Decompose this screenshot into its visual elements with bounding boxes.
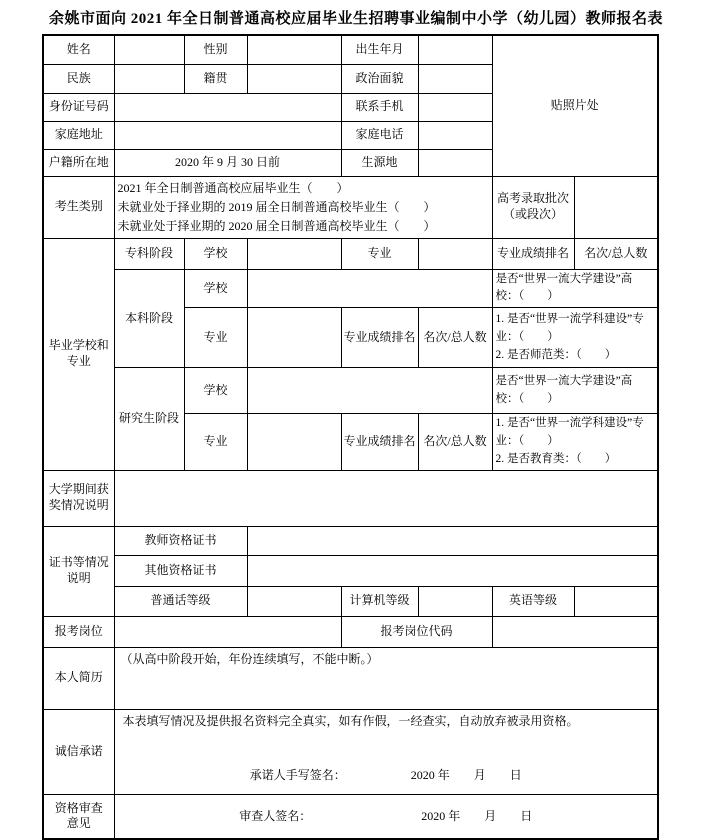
graduate-school-label: 学校 — [184, 368, 247, 414]
computer-level-label: 计算机等级 — [341, 586, 418, 616]
origin-place-label: 生源地 — [341, 149, 418, 176]
political-value-cell[interactable] — [418, 64, 492, 93]
native-place-label: 籍贯 — [184, 64, 247, 93]
bachelor-major-label: 专业 — [184, 308, 247, 368]
mobile-value-cell[interactable] — [418, 93, 492, 121]
integrity-statement: 本表填写情况及提供报名资料完全真实，如有作假，一经查实，自动放弃被录用资格。 — [122, 713, 579, 728]
row-resume — [43, 647, 658, 709]
gender-value-cell[interactable] — [247, 35, 341, 64]
college-school-label: 学校 — [184, 238, 247, 269]
graduate-school-note: 是否“世界一流大学建设”高校：（ ） — [492, 368, 658, 414]
political-label: 政治面貌 — [341, 64, 418, 93]
name-value-cell[interactable] — [114, 35, 184, 64]
ethnicity-label: 民族 — [43, 64, 114, 93]
integrity-label: 诚信承诺 — [43, 709, 114, 794]
graduate-major-label: 专业 — [184, 414, 247, 470]
review-sign-label: 审查人签名： — [239, 808, 312, 823]
category-option-2: 未就业处于择业期的 2019 届全日制普通高校毕业生（ ） — [117, 199, 436, 214]
mandarin-level-label: 普通话等级 — [114, 586, 247, 616]
origin-place-value-cell[interactable] — [418, 149, 492, 176]
id-number-value-cell[interactable] — [114, 93, 341, 121]
graduate-rank-label: 专业成绩排名 — [341, 414, 418, 470]
row-integrity — [43, 709, 658, 794]
row-college-stage — [43, 238, 658, 269]
review-label — [43, 794, 114, 839]
graduate-school-value-cell[interactable] — [247, 368, 492, 414]
row-awards — [43, 470, 658, 526]
college-school-value-cell[interactable] — [247, 238, 341, 269]
id-number-label: 身份证号码 — [43, 93, 114, 121]
birth-label: 出生年月 — [341, 35, 418, 64]
category-option-3: 未就业处于择业期的 2020 届全日制普通高校毕业生（ ） — [117, 218, 436, 233]
mandarin-level-value-cell[interactable] — [247, 586, 341, 616]
bachelor-major-note — [492, 308, 658, 368]
bachelor-school-note: 是否“世界一流大学建设”高校：（ ） — [492, 269, 658, 308]
college-stage-label: 专科阶段 — [114, 238, 184, 269]
review-label-line-2: 意见 — [66, 816, 91, 831]
bachelor-school-value-cell[interactable] — [247, 269, 492, 308]
graduate-major-value-cell[interactable] — [247, 414, 341, 470]
review-content-cell[interactable] — [114, 794, 658, 839]
row-bachelor-school — [43, 269, 658, 308]
graduate-rank-format-label: 名次/总人数 — [418, 414, 492, 470]
home-phone-value-cell[interactable] — [418, 121, 492, 149]
bachelor-major-value-cell[interactable] — [247, 308, 341, 368]
graduate-stage-label: 研究生阶段 — [114, 368, 184, 470]
bachelor-rank-format-label: 名次/总人数 — [418, 308, 492, 368]
native-place-value-cell[interactable] — [247, 64, 341, 93]
name-label: 姓名 — [43, 35, 114, 64]
college-major-value-cell[interactable] — [418, 238, 492, 269]
bachelor-school-label: 学校 — [184, 269, 247, 308]
bachelor-rank-label: 专业成绩排名 — [341, 308, 418, 368]
page-title: 余姚市面向 2021 年全日制普通高校应届毕业生招聘事业编制中小学（幼儿园）教师报名表 — [48, 11, 663, 27]
admission-batch-label: 高考录取批次（或段次） — [492, 176, 574, 238]
position-label: 报考岗位 — [43, 616, 114, 647]
resume-note: （从高中阶段开始，年份连续填写，不能中断。） — [120, 651, 379, 666]
row-teacher-cert — [43, 526, 658, 555]
application-form-table — [42, 34, 659, 840]
teacher-cert-value-cell[interactable] — [247, 526, 658, 555]
college-major-label: 专业 — [341, 238, 418, 269]
graduate-note-line-2: 2. 是否教育类：（ ） — [495, 452, 617, 465]
graduate-note-line-1: 1. 是否“世界一流学科建设”专业：（ ） — [495, 417, 644, 447]
awards-value-cell[interactable] — [114, 470, 658, 526]
computer-level-value-cell[interactable] — [418, 586, 492, 616]
row-other-cert — [43, 555, 658, 586]
other-cert-value-cell[interactable] — [247, 555, 658, 586]
college-rank-format-label: 名次/总人数 — [574, 238, 658, 269]
teacher-cert-label: 教师资格证书 — [114, 526, 247, 555]
other-cert-label: 其他资格证书 — [114, 555, 247, 586]
row-name-gender-birth — [43, 35, 658, 64]
education-section-label: 毕业学校和专业 — [43, 238, 114, 470]
college-rank-label: 专业成绩排名 — [492, 238, 574, 269]
position-value-cell[interactable] — [114, 616, 341, 647]
bachelor-note-line-1: 1. 是否“世界一流学科建设”专业：（ ） — [495, 312, 644, 343]
position-code-value-cell[interactable] — [492, 616, 658, 647]
household-label: 户籍所在地 — [43, 149, 114, 176]
bachelor-stage-label: 本科阶段 — [114, 269, 184, 368]
graduate-major-note — [492, 414, 658, 470]
position-code-label: 报考岗位代码 — [341, 616, 492, 647]
row-review — [43, 794, 658, 839]
mobile-label: 联系手机 — [341, 93, 418, 121]
integrity-content-cell[interactable] — [114, 709, 658, 794]
row-graduate-school — [43, 368, 658, 414]
resume-value-cell[interactable] — [114, 647, 658, 709]
ethnicity-value-cell[interactable] — [114, 64, 184, 93]
certificates-section-label: 证书等情况说明 — [43, 526, 114, 616]
row-levels — [43, 586, 658, 616]
english-level-value-cell[interactable] — [574, 586, 658, 616]
candidate-category-options[interactable] — [114, 176, 492, 238]
category-option-1: 2021 年全日制普通高校应届毕业生（ ） — [117, 180, 349, 195]
resume-label: 本人简历 — [43, 647, 114, 709]
candidate-category-label: 考生类别 — [43, 176, 114, 238]
row-position — [43, 616, 658, 647]
integrity-date-text: 2020 年 月 日 — [410, 767, 522, 782]
bachelor-note-line-2: 2. 是否师范类：（ ） — [495, 348, 617, 361]
photo-area: 贴照片处 — [492, 35, 658, 176]
home-address-label: 家庭地址 — [43, 121, 114, 149]
review-label-line-1: 资格审查 — [54, 800, 103, 815]
home-phone-label: 家庭电话 — [341, 121, 418, 149]
admission-batch-value-cell[interactable] — [574, 176, 658, 238]
household-deadline-value[interactable]: 2020 年 9 月 30 日前 — [114, 149, 341, 176]
awards-label: 大学期间获奖情况说明 — [43, 470, 114, 526]
home-address-value-cell[interactable] — [114, 121, 341, 149]
english-level-label: 英语等级 — [492, 586, 574, 616]
gender-label: 性别 — [184, 35, 247, 64]
row-candidate-category — [43, 176, 658, 238]
birth-value-cell[interactable] — [418, 35, 492, 64]
integrity-sign-label: 承诺人手写签名： — [249, 767, 346, 782]
review-date-text: 2020 年 月 日 — [421, 808, 533, 823]
